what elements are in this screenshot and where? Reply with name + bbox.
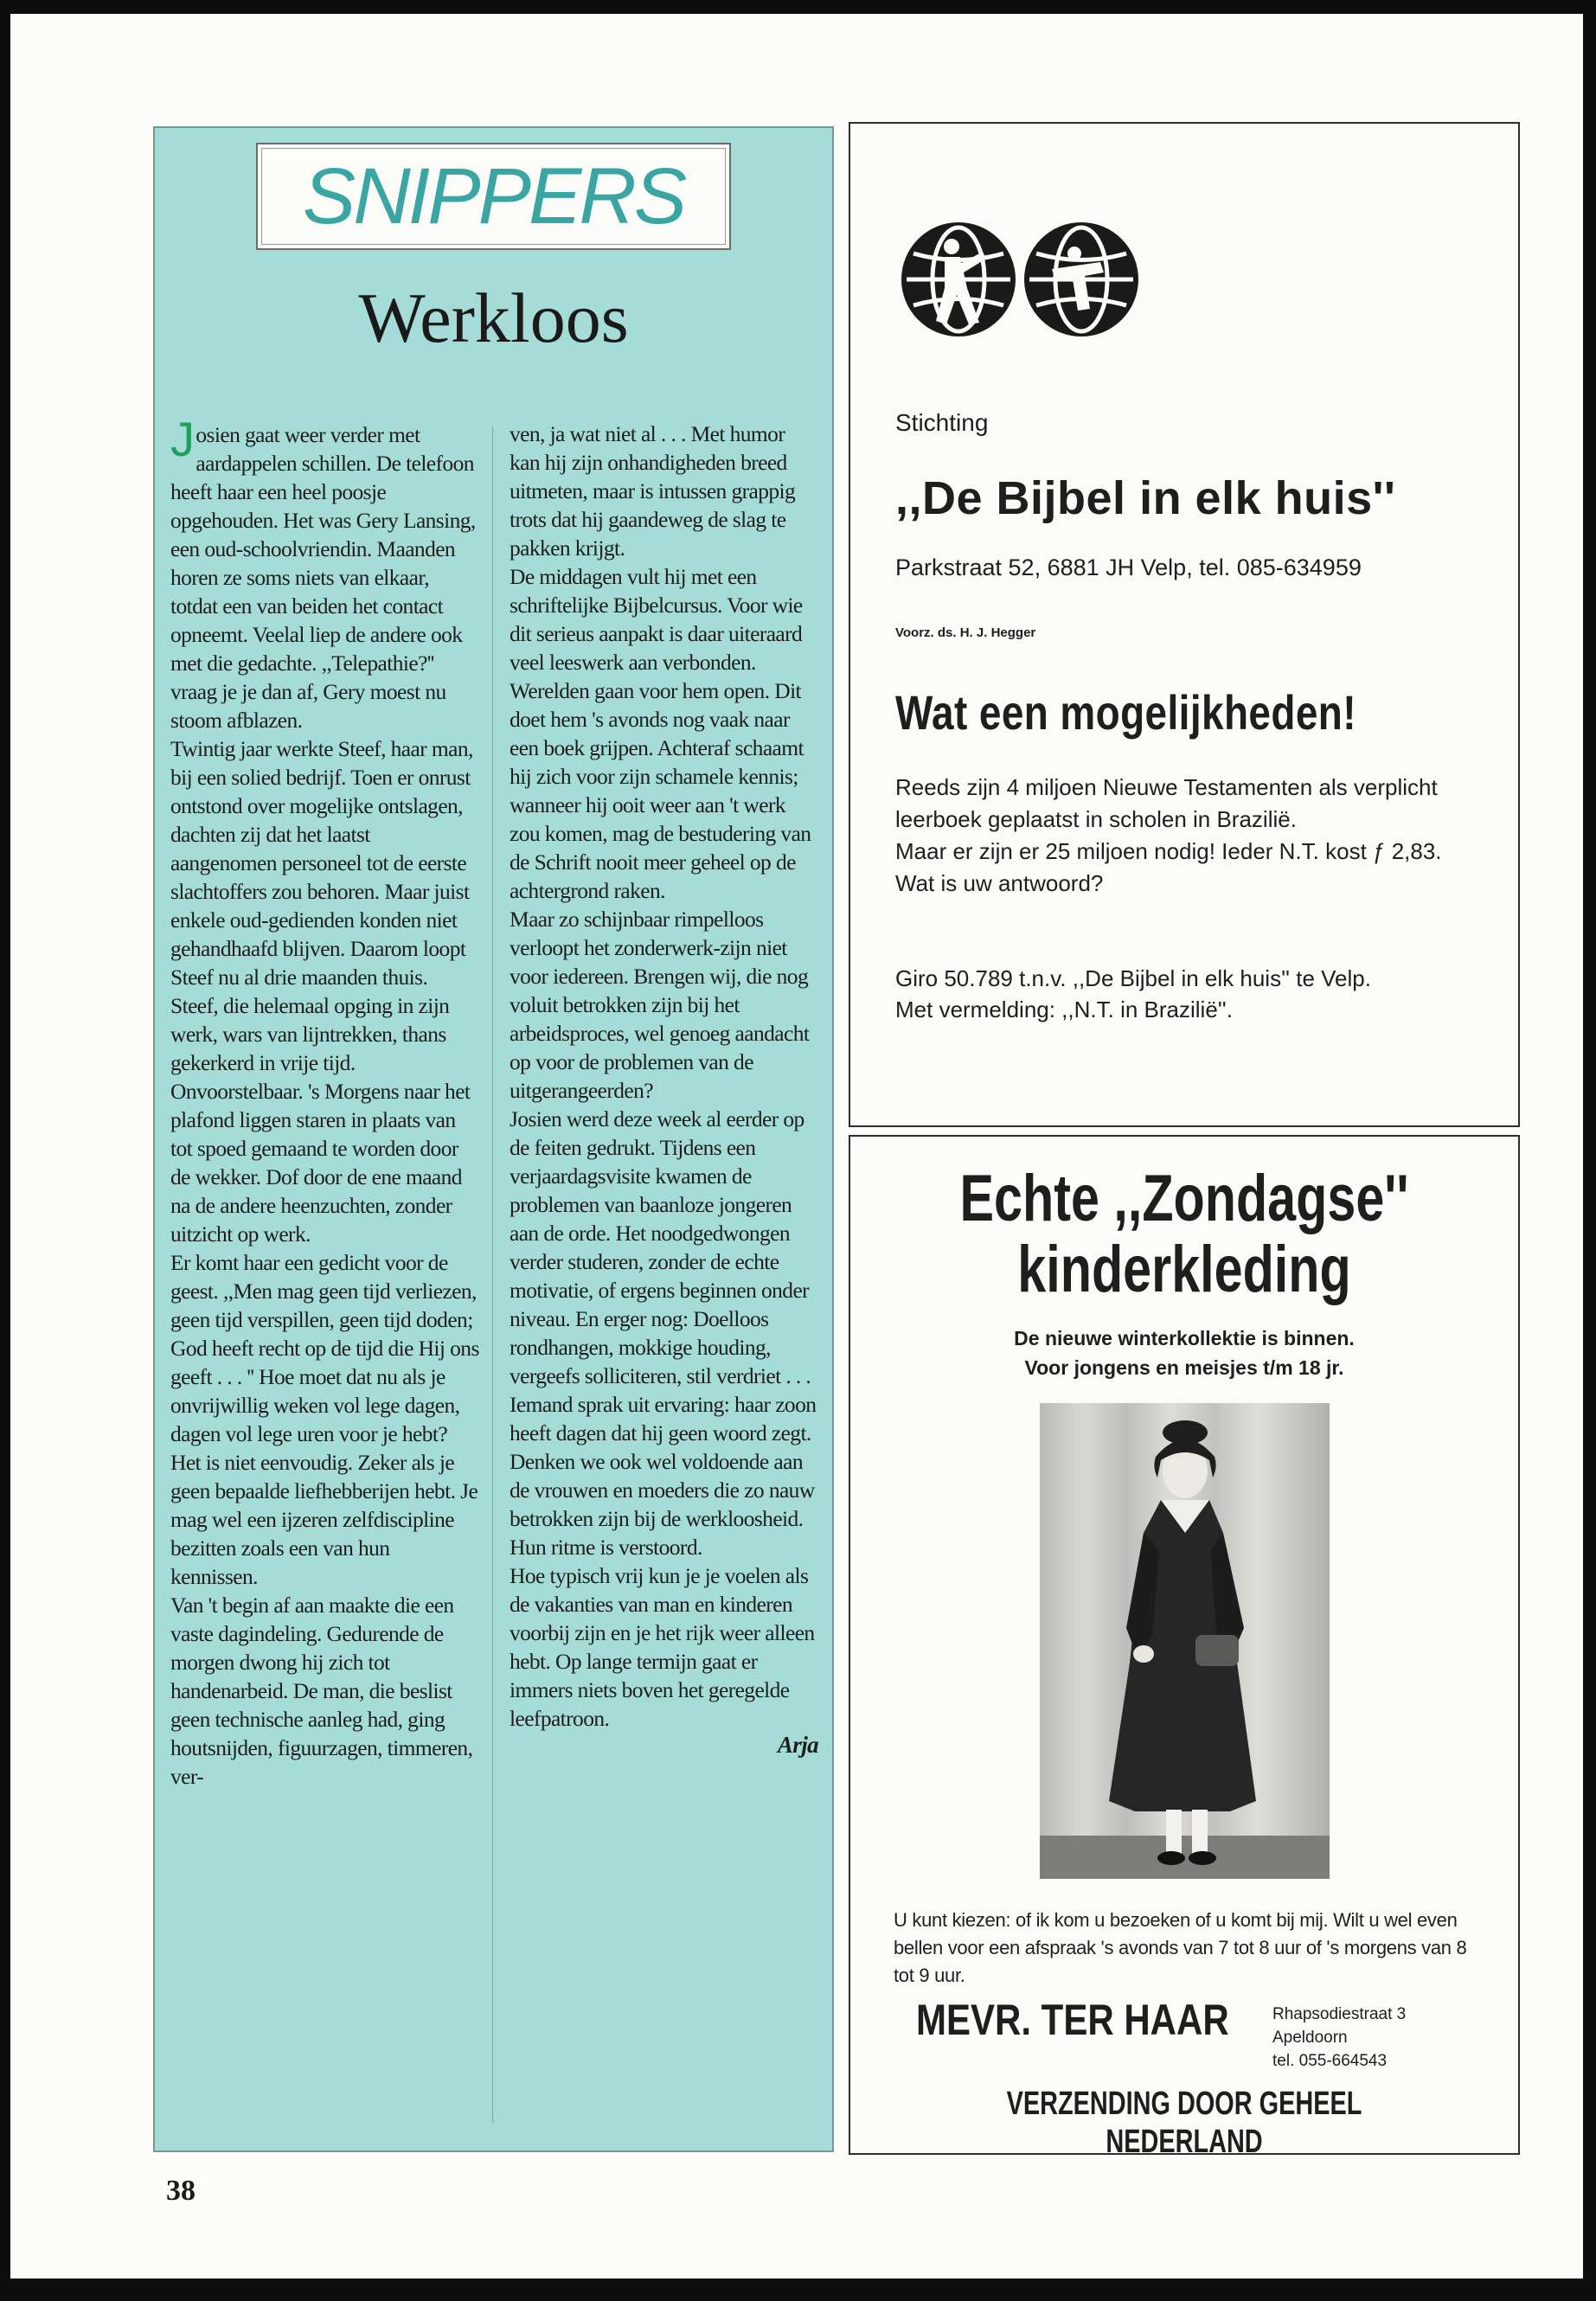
ad-shipping-note: VERZENDING DOOR GEHEEL NEDERLAND [1006,2086,1362,2160]
ad-headline-line-2: kinderkleding [1017,1233,1351,1306]
ad-seller-name: MEVR. TER HAAR [916,1996,1229,2044]
ad-giro-line: Met vermelding: ,,N.T. in Brazilië''. [895,997,1233,1022]
ad-subheadline: De nieuwe winterkollektie is binnen. [1014,1327,1355,1349]
ad-body-line: Wat is uw antwoord? [895,870,1104,896]
ad-address-city: Apeldoorn [1272,2029,1348,2047]
ad-stichting-label: Stichting [895,409,989,436]
ad-address-street: Rhapsodiestraat 3 [1272,2005,1407,2023]
ad-appointment-line: U kunt kiezen: of ik kom u bezoeken of u komt bij mij. Wilt u wel even bellen voor een afspraak 's avonds van 7 tot 8 uur of 's morgens van 8 tot 9 uur. [894,1909,1467,1986]
article-title: Werkloos [358,279,629,357]
section-header-box [256,143,731,250]
globe-figure-logo-icon [900,219,1142,340]
snippers-column [153,126,834,2152]
article-paragraph: Steef, die helemaal opging in zijn werk, wars van lijntrekken, thans gekerkerd in vrije tijd. Onvoorstelbaar. 's Morgens naar het plafond liggen staren in plaats van tot spoed gemaand te worden door de wekker. Dof door de ene maand na de andere heenzuchten, zonder uitzicht op werk. [170,993,471,1247]
article-column-right [510,420,818,2124]
ad-giro [895,963,1501,1025]
article-paragraph: Van 't begin af aan maakte die een vaste dagindeling. Gedurende de morgen dwong hij zich tot handenarbeid. De man, die beslist geen technische aanleg had, ging houtsnijden, figuurzagen, timmeren, ver- [170,1593,473,1789]
ad-giro-line: Giro 50.789 t.n.v. ,,De Bijbel in elk huis'' te Velp. [895,965,1371,991]
ad-subheadline: Voor jongens en meisjes t/m 18 jr. [1024,1356,1344,1379]
article-paragraph: Twintig jaar werkte Steef, haar man, bij een solied bedrijf. Toen er onrust ontstond over mogelijke ontslagen, dachten zij dat het laatst aangenomen personeel tot de eerste slachtoffers zou behoren. Maar juist enkele oud-gedienden konden niet gehandhaafd blijven. Daarom loopt Steef nu al drie maanden thuis. [170,736,473,990]
ad-body-line: Maar er zijn er 25 miljoen nodig! Ieder N.T. kost ƒ 2,83. [895,838,1442,864]
section-title: SNIPPERS [302,152,685,240]
article-column-left [170,412,479,2125]
article-paragraph: ven, ja wat niet al . . . Met humor kan hij zijn onhandigheden breed uitmeten, maar is intussen grappig trots dat hij gaandeweg de slag te pakken krijgt. [510,421,796,561]
article-paragraph: De middagen vult hij met een schriftelijke Bijbelcursus. Voor wie dit serieus aanpakt is daar uiteraard veel leeswerk aan verbonden. Werelden gaan voor hem open. Dit doet hem 's avonds nog vaak naar een boek grijpen. Achteraf schaamt hij zich voor zijn schamele kennis; wanneer hij ooit weer aan 't werk zou komen, mag de bestudering van de Schrift nooit meer geheel op de achtergrond raken. [510,564,811,903]
ad-bijbel-in-elk-huis [849,122,1520,1127]
magazine-page [10,14,1583,2279]
article-author: Arja [777,1732,818,1758]
page-number: 38 [166,2175,195,2207]
ad-headline: Wat een mogelijkheden! [895,685,1356,740]
article-paragraph: Josien gaat weer verder met aardappelen schillen. De telefoon heeft haar een heel poosje opgehouden. Het was Gery Lansing, een oud-schoolvriendin. Maanden horen ze soms niets van elkaar, totdat een van beiden het contact opneemt. Veelal liep de andere ook met die gedachte. ,,Telepathie?'' vraag je je dan af, Gery moest nu stoom afblazen. [170,412,476,733]
ad-appointment-text [894,1907,1490,1990]
ad-chairman: Voorz. ds. H. J. Hegger [895,625,1036,640]
column-divider [492,427,493,2123]
child-in-coat-photo [1040,1403,1330,1879]
article-paragraph: Er komt haar een gedicht voor de geest. ,,Men mag geen tijd verliezen, geen tijd verspillen, geen tijd doden; God heeft recht op de tijd die Hij ons geeft . . . '' Hoe moet dat nu als je onvrijwillig weken vol lege dagen, dagen vol lege uren voor je hebt? Het is niet eenvoudig. Zeker als je geen bepaalde liefhebberijen hebt. Je mag wel een ijzeren zelfdiscipline bezitten zoals een van hun kennissen. [170,1250,479,1589]
ad-address-phone: tel. 055-664543 [1272,2052,1388,2070]
ad-body [895,772,1501,900]
ad-kinderkleding [849,1135,1520,2160]
ad-seller-address [1272,2003,1406,2073]
article-paragraph: Maar zo schijnbaar rimpelloos verloopt het zonderwerk-zijn niet voor iedereen. Brengen wij, die nog voluit betrokken zijn bij het arbeidsproces, wel genoeg aandacht op voor de problemen van de uitgerangeerden? [510,907,810,1103]
ad-headline-line-1: Echte ,,Zondagse'' [959,1162,1409,1235]
article-paragraph: Hoe typisch vrij kun je je voelen als de vakanties van man en kinderen voorbij zijn en je het rijk weer alleen hebt. Op lange termijn gaat er immers niets boven het geregelde leefpatroon. [510,1563,815,1731]
ad-body-line: Reeds zijn 4 miljoen Nieuwe Testamenten als verplicht leerboek geplaatst in scholen in Brazilië. [895,774,1438,832]
article-paragraph: Josien werd deze week al eerder op de feiten gedrukt. Tijdens een verjaardagsvisite kwamen de problemen van baanloze jongeren aan de orde. Het noodgedwongen verder studeren, zonder de echte motivatie, of ergens beginnen onder niveau. En erger nog: Doelloos rondhangen, mokkige houding, vergeefs solliciteren, stil verdriet . . . Iemand sprak uit ervaring: haar zoon heeft dagen dat hij geen woord zegt. Denken we ook wel voldoende aan de vrouwen en moeders die zo nauw betrokken zijn bij de werkloosheid. Hun ritme is verstoord. [510,1106,817,1560]
ad-organisation-name: ,,De Bijbel in elk huis'' [895,472,1396,524]
ad-address: Parkstraat 52, 6881 JH Velp, tel. 085-634959 [895,554,1362,580]
drop-cap: J [170,412,195,466]
